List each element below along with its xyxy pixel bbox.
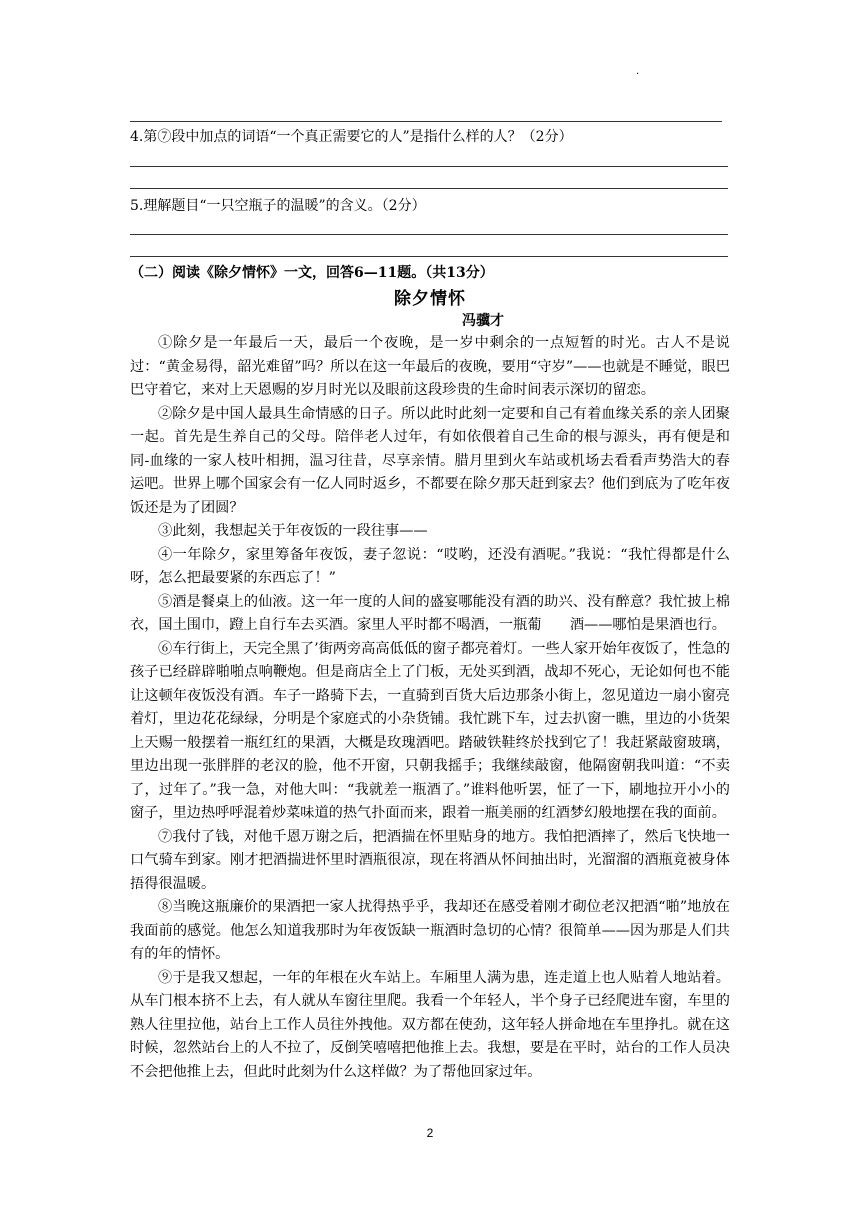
paragraph-8: ⑧当晚这瓶廉价的果酒把一家人扰得热乎乎，我却还在感受着刚才砌位老汉把酒“啪”地放在我面前的感觉。他怎么知道我那时为年夜饭缺一瓶酒时急切的心情？很简单——因为那是人们共有的年的情怀。 [130, 899, 730, 962]
paragraph-4: ④一年除夕，家里筹备年夜饭，妻子忽说：“哎哟，还没有酒呢。”我说：“我忙得都是什么呀，怎么把最要紧的东西忘了！” [130, 546, 730, 586]
page-number: 2 [426, 1126, 434, 1140]
header-mark: . [636, 66, 640, 77]
paragraph-9: ⑨于是我又想起，一年的年根在火车站上。车厢里人满为患，连走道上也人贴着人地站着。从车门根本挤不上去，有人就从车窗往里爬。我看一个年轻人，半个身子已经爬进车窗，车里的熟人往里拉他，站台上工作人员往外拽他。双方都在使劲，这年轻人拼命地在车里挣扎。就在这时候，忽然站台上的人不拉了，反倒笑嘻嘻把他推上去。我想，要是在平时，站台的工作人员决不会把他推上去，但此时此刻为什么这样做？为了帮他回家过年。 [130, 969, 730, 1080]
article-body [130, 332, 730, 1084]
answer-line [130, 121, 722, 122]
paragraph-3: ③此刻，我想起关于年夜饭的一段往事—— [158, 523, 428, 539]
paragraph-2: ②除夕是中国人最具生命情感的日子。所以此时此刻一定要和自己有着血缘关系的亲人团聚一起。首先是生养自己的父母。陪伴老人过年，有如依偎着自己生命的根与源头，再有便是和同-血缘的一家人枝叶相拥，温习往昔，尽享亲情。腊月里到火车站或机场去看看声势浩大的春运吧。世界上哪个国家会有一亿人同时返乡，不都要在除夕那天赶到家去？他们到底为了吃年夜饭还是为了团圆？ [130, 405, 730, 516]
question-5: 5.理解题目“一只空瓶子的温暖”的含义。（2分） [130, 198, 426, 214]
answer-line [130, 256, 728, 257]
article-author: 冯骥才 [462, 313, 504, 329]
paragraph-5: ⑤酒是餐桌上的仙液。这一年一度的人间的盛宴哪能没有酒的助兴、没有醉意？我忙披上棉衣，国土围巾，蹬上自行车去买酒。家里人平时都不喝酒，一瓶葡 酒——哪怕是果酒也行。 [130, 593, 730, 633]
answer-line [130, 166, 728, 167]
section-heading: （二）阅读《除夕情怀》一文，回答6—11题。（共13分） [130, 265, 494, 281]
answer-line [130, 234, 728, 235]
answer-line [130, 188, 728, 189]
question-4: 4.第⑦段中加点的词语“一个真正需要它的人”是指什么样的人？（2分） [130, 129, 573, 145]
paragraph-1: ①除夕是一年最后一天，最后一个夜晚，是一岁中剩余的一点短暂的时光。古人不是说过：“黄金易得，韶光难留”吗？所以在这一年最后的夜晚，要用“守岁”——也就是不睡觉，眼巴巴守着它，来对上天恩赐的岁月时光以及眼前这段珍贵的生命时间表示深切的留恋。 [130, 335, 730, 398]
paragraph-7: ⑦我付了钱，对他千恩万谢之后，把酒揣在怀里贴身的地方。我怕把酒摔了，然后飞快地一口气骑车到家。刚才把酒揣进怀里时酒瓶很凉，现在将酒从怀间抽出时，光溜溜的酒瓶竟被身体捂得很温暖。 [130, 828, 730, 892]
article-title: 除夕情怀 [394, 289, 466, 309]
paragraph-6: ⑥车行街上，天完全黑了’街两旁高高低低的窗子都亮着灯。一些人家开始年夜饭了，性急的孩子已经辟辟啪啪点响鞭炮。但是商店全上了门板，无处买到酒，战却不死心，无论如何也不能让这顿年夜饭没有酒。车子一路骑下去，一直骑到百货大后边那条小街上，忽见道边一扇小窗亮着灯，里边花花绿绿，分明是个家庭式的小杂货铺。我忙跳下车，过去扒窗一瞧，里边的小货架上天赐一般摆着一瓶红红的果酒，大概是玫瑰酒吧。踏破铁鞋终於找到它了！我赶紧敲窗玻璃，里边出现一张胖胖的老汉的脸，他不开窗，只朝我摇手；我继续敲窗，他隔窗朝我叫道：“不卖了，过年了。”我一急，对他大叫：“我就差一瓶酒了。”谁料他听罢，怔了一下，刷地拉开小小的窗子，里边热呼呼混着炒菜味道的热气扑面而来，跟着一瓶美丽的红酒梦幻般地摆在我的面前。 [130, 640, 731, 821]
